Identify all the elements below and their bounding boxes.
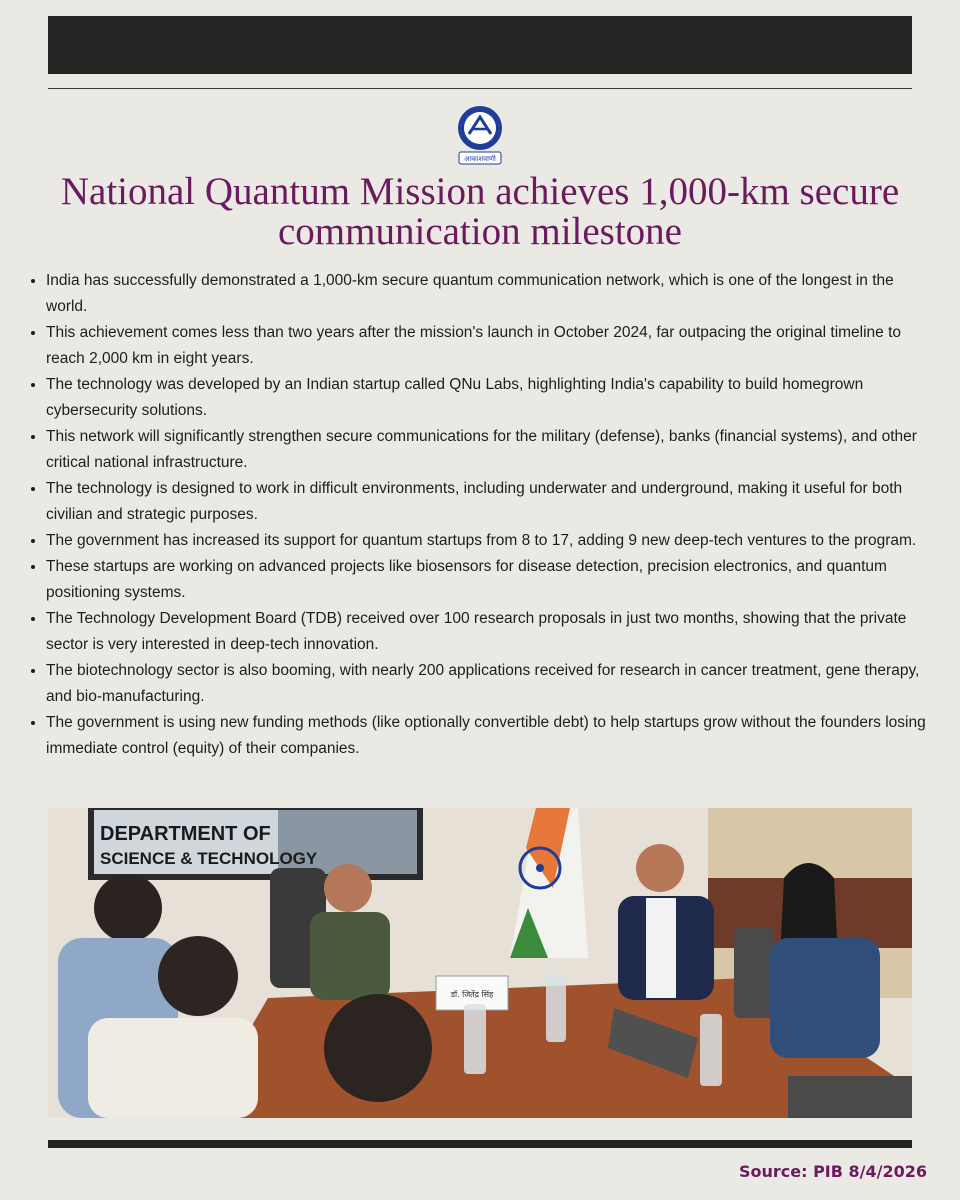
list-item: • This achievement comes less than two years after the mission's launch in October 2024, far outpacing the original timeline to reach 2,000 km in eight years. xyxy=(46,320,936,372)
list-item: • The technology is designed to work in difficult environments, including underwater and underground, making it useful for both civilian and strategic purposes. xyxy=(46,476,936,528)
air-logo xyxy=(455,104,505,166)
list-item: • India has successfully demonstrated a 1,000-km secure quantum communication network, which is one of the longest in the world. xyxy=(46,268,936,320)
bottom-bar xyxy=(48,1140,912,1148)
bullet-list xyxy=(26,268,936,762)
list-item: • The government is using new funding methods (like optionally convertible debt) to help startups grow without the founders losing immediate control (equity) of their companies. xyxy=(46,710,936,762)
list-item: • The Technology Development Board (TDB) received over 100 research proposals in just two months, showing that the private sector is very interested in deep-tech innovation. xyxy=(46,606,936,658)
logo-caption: आकाशवाणी xyxy=(464,155,496,163)
list-item: • The government has increased its support for quantum startups from 8 to 17, adding 9 new deep-tech ventures to the program. xyxy=(46,528,936,554)
meeting-photo xyxy=(48,808,912,1118)
screen-text-line1: DEPARTMENT OF xyxy=(100,823,271,845)
name-plate-text: डॉ. जितेंद्र सिंह xyxy=(450,990,494,999)
page-title: National Quantum Mission achieves 1,000-km secure communication milestone xyxy=(60,170,900,253)
source-credit: Source: PIB 8/4/2026 xyxy=(738,1162,927,1181)
list-item: • These startups are working on advanced projects like biosensors for disease detection, precision electronics, and quantum positioning systems. xyxy=(46,554,936,606)
list-item: • This network will significantly strengthen secure communications for the military (defense), banks (financial systems), and other critical national infrastructure. xyxy=(46,424,936,476)
list-item: • The biotechnology sector is also booming, with nearly 200 applications received for research in cancer treatment, gene therapy, and bio-manufacturing. xyxy=(46,658,936,710)
top-banner-bar xyxy=(48,16,912,74)
list-item: • The technology was developed by an Indian startup called QNu Labs, highlighting India's capability to build homegrown cybersecurity solutions. xyxy=(46,372,936,424)
screen-text-line2: SCIENCE & TECHNOLOGY xyxy=(100,849,318,868)
divider-line xyxy=(48,88,912,89)
